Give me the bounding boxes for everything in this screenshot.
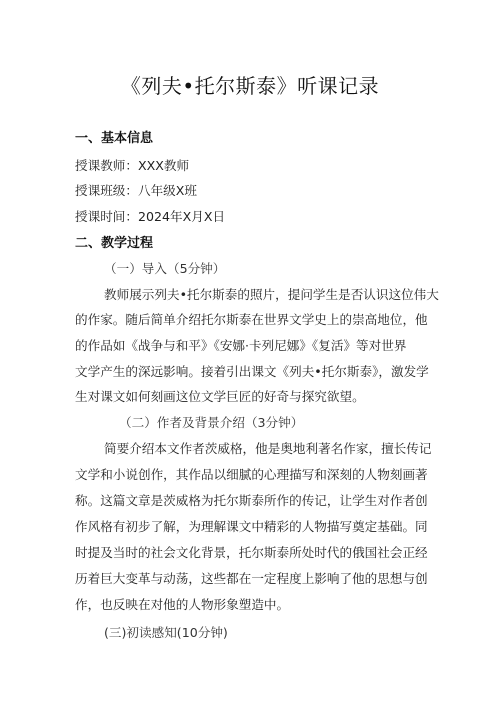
paragraph-line: 历着巨大变革与动荡，这些都在一定程度上影响了他的思想与创 (75, 571, 428, 586)
paragraph-line: 时提及当时的社会文化背景，托尔斯泰所处时代的俄国社会正经 (75, 545, 428, 560)
paragraph-line: 作，也反映在对他的人物形象塑造中。 (75, 597, 290, 612)
paragraph-line: 作风格有初步了解，为理解课文中精彩的人物描写奠定基础。同 (75, 519, 428, 534)
subheading-author-background: （二）作者及背景介绍（3分钟） (119, 415, 304, 430)
paragraph-line: 的作家。随后简单介绍托尔斯泰在世界文学史上的崇高地位，他 (75, 312, 428, 327)
paragraph-line: 教师展示列夫•托尔斯泰的照片，提问学生是否认识这位伟大 (104, 287, 439, 302)
paragraph-line: 的作品如《战争与和平》《安娜·卡列尼娜》《复活》等对世界 (75, 338, 407, 353)
section-heading-teaching-process: 二、教学过程 (75, 236, 154, 251)
paragraph-line: 文学产生的深远影响。接着引出课文《列夫•托尔斯泰》，激发学 (75, 364, 429, 379)
time-field: 授课时间：2024年X月X日 (75, 209, 226, 224)
paragraph-line: 称。这篇文章是茨威格为托尔斯泰所作的传记，让学生对作者创 (75, 493, 428, 508)
paragraph-line: 简要介绍本文作者茨威格，他是奥地利著名作家，擅长传记 (104, 441, 432, 456)
section-heading-basic-info: 一、基本信息 (75, 131, 154, 146)
teacher-field: 授课教师：XXX教师 (75, 158, 190, 173)
subheading-intro: （一）导入（5分钟） (104, 261, 226, 276)
subheading-first-reading: (三)初读感知(10分钟) (104, 625, 228, 640)
class-field: 授课班级：八年级X班 (75, 183, 197, 198)
paragraph-line: 生对课文如何刻画这位文学巨匠的好奇与探究欲望。 (75, 389, 365, 404)
document-title: 《列夫•托尔斯泰》听课记录 (120, 74, 380, 98)
paragraph-line: 文学和小说创作，其作品以细腻的心理描写和深刻的人物刻画著 (75, 467, 428, 482)
